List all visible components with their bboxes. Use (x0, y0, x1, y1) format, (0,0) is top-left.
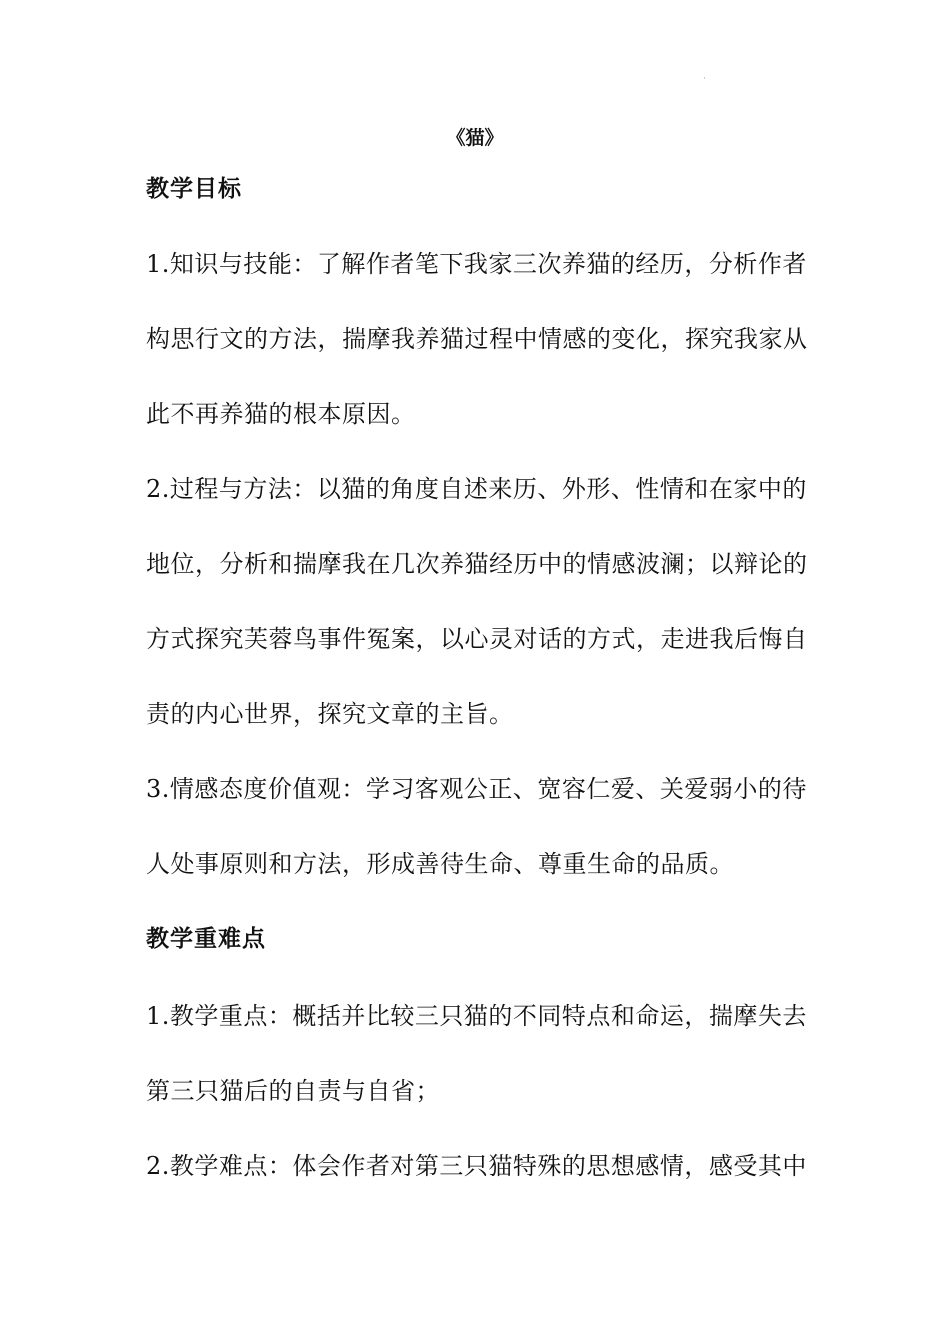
paragraph-line: 第三只猫后的自责与自省； (146, 1077, 440, 1105)
paragraph-line: 方式探究芙蓉鸟事件冤案，以心灵对话的方式，走进我后悔自 (146, 625, 808, 653)
paragraph-line: 人处事原则和方法，形成善待生命、尊重生命的品质。 (146, 850, 734, 878)
paragraph-line: 2.过程与方法：以猫的角度自述来历、外形、性情和在家中的 (146, 475, 807, 503)
paragraph-line: 1.知识与技能：了解作者笔下我家三次养猫的经历，分析作者 (146, 250, 807, 278)
paragraph-line: 地位，分析和揣摩我在几次养猫经历中的情感波澜；以辩论的 (146, 550, 808, 578)
paragraph-line: 3.情感态度价值观：学习客观公正、宽容仁爱、关爱弱小的待 (146, 775, 807, 803)
paragraph-line: 责的内心世界，探究文章的主旨。 (146, 700, 514, 728)
corner-mark: · (703, 74, 706, 84)
section-heading-objectives: 教学目标 (146, 176, 242, 202)
paragraph-line: 1.教学重点：概括并比较三只猫的不同特点和命运，揣摩失去 (146, 1002, 807, 1030)
section-heading-key-points: 教学重难点 (146, 926, 266, 952)
paragraph-line: 此不再养猫的根本原因。 (146, 400, 416, 428)
paragraph-line: 构思行文的方法，揣摩我养猫过程中情感的变化，探究我家从 (146, 325, 808, 353)
document-title: 《猫》 (446, 127, 504, 149)
paragraph-line: 2.教学难点：体会作者对第三只猫特殊的思想感情，感受其中 (146, 1152, 807, 1180)
